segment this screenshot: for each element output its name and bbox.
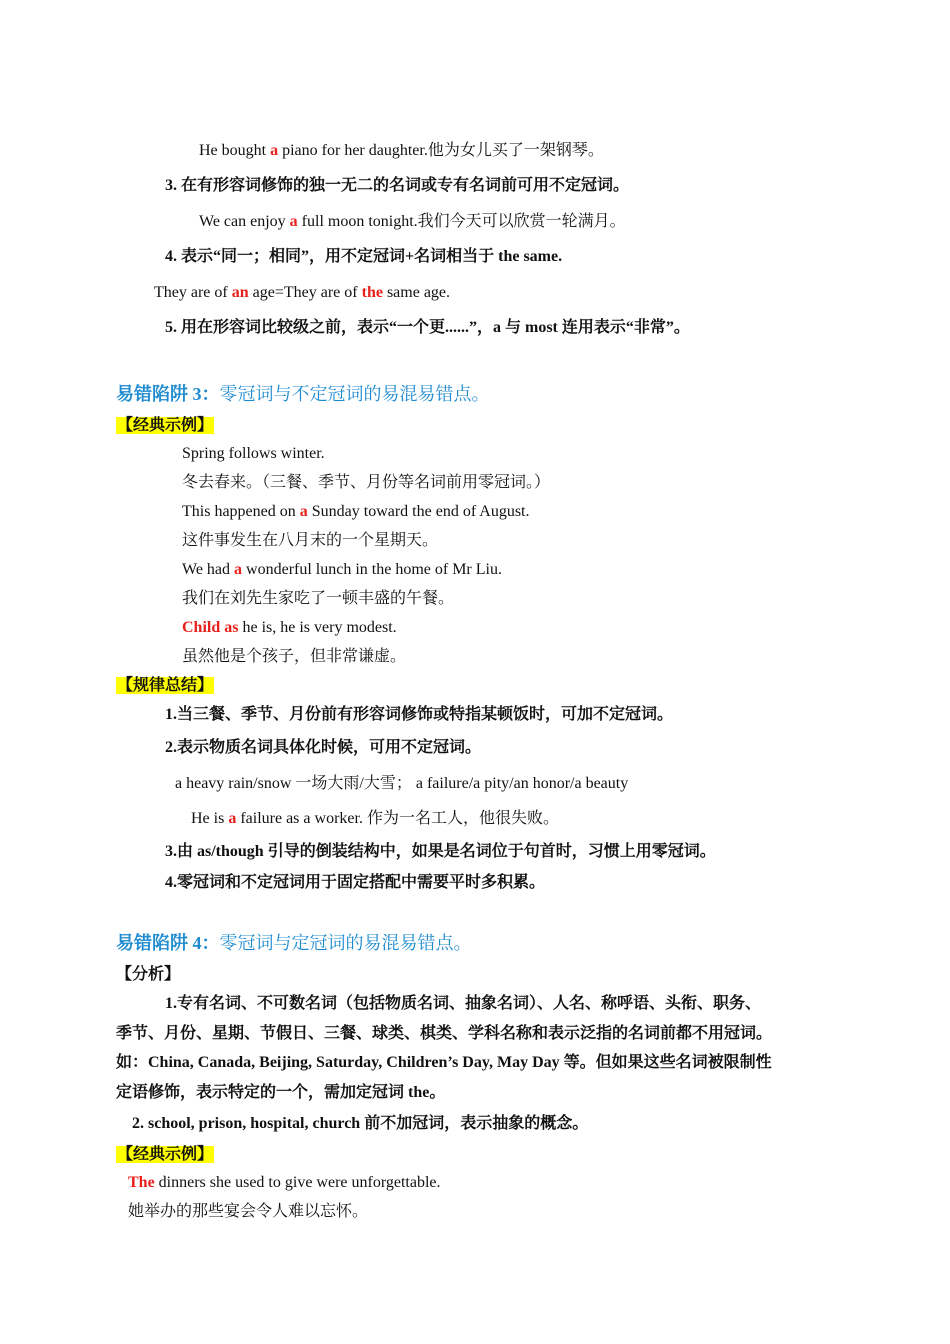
example-translation: 虽然他是个孩子，但非常谦虚。 (182, 648, 407, 665)
example-sentence: He bought a piano for her daughter.他为女儿买了一架钢琴。 (199, 142, 604, 159)
article-emphasis: the (361, 284, 383, 301)
rule-item: 4.零冠词和不定冠词用于固定搭配中需要平时多积累。 (165, 874, 546, 891)
classic-example-tag: 【经典示例】 (117, 417, 214, 434)
analysis-text: 定语修饰，表示特定的一个，需加定冠词 the。 (116, 1084, 446, 1101)
example-translation: 这件事发生在八月末的一个星期天。 (182, 532, 439, 549)
analysis-text: 如：China, Canada, Beijing, Saturday, Children’s Day, May Day 等。但如果这些名词被限制性 (116, 1054, 772, 1071)
example-sentence: He is a failure as a worker. 作为一名工人，他很失败。 (191, 810, 559, 827)
example-sentence: Child as he is, he is very modest. (182, 619, 397, 636)
example-translation: 冬去春来。（三餐、季节、月份等名词前用零冠词。） (182, 474, 551, 491)
article-emphasis: The (128, 1174, 155, 1191)
example-sentence: Spring follows winter. (182, 445, 325, 462)
analysis-text: 2. school, prison, hospital, church 前不加冠词，表示抽象的概念。 (132, 1115, 589, 1132)
example-sentence: The dinners she used to give were unforgettable. (128, 1174, 441, 1191)
example-sentence: This happened on a Sunday toward the end of August. (182, 503, 530, 520)
rule-item: 1.当三餐、季节、月份前有形容词修饰或特指某顿饭时，可加不定冠词。 (165, 706, 674, 723)
rule-item: 3.由 as/though 引导的倒装结构中，如果是名词位于句首时，习惯上用零冠词。 (165, 843, 716, 860)
analysis-text: 季节、月份、星期、节假日、三餐、球类、棋类、学科名称和表示泛指的名词前都不用冠词。 (116, 1025, 773, 1042)
article-emphasis: a (270, 142, 279, 159)
example-translation: 我们在刘先生家吃了一顿丰盛的午餐。 (182, 590, 455, 607)
example-sentence: They are of an age=They are of the same age. (154, 284, 451, 301)
example-sentence: We had a wonderful lunch in the home of Mr Liu. (182, 561, 502, 578)
example-translation: 她举办的那些宴会令人难以忘怀。 (128, 1203, 369, 1220)
example-sentence: We can enjoy a full moon tonight.我们今天可以欣赏一轮满月。 (199, 213, 626, 230)
rule-summary-tag: 【规律总结】 (117, 677, 214, 694)
article-emphasis: a (234, 561, 243, 578)
article-emphasis: a (289, 213, 298, 230)
article-emphasis: a (299, 503, 308, 520)
rule-item: 4. 表示“同一；相同”，用不定冠词+名词相当于 the same. (165, 248, 563, 265)
section-heading-trap-3: 易错陷阱 3：零冠词与不定冠词的易混易错点。 (116, 384, 490, 404)
analysis-text: 1.专有名词、不可数名词（包括物质名词、抽象名词）、人名、称呼语、头衔、职务、 (165, 995, 762, 1012)
article-emphasis: a (228, 810, 237, 827)
rule-item: 2.表示物质名词具体化时候，可用不定冠词。 (165, 739, 482, 756)
section-heading-trap-4: 易错陷阱 4：零冠词与定冠词的易混易错点。 (116, 933, 472, 953)
example-phrases: a heavy rain/snow 一场大雨/大雪； a failure/a pity/an honor/a beauty (175, 775, 629, 792)
analysis-tag: 【分析】 (116, 966, 181, 983)
article-emphasis: an (231, 284, 249, 301)
article-emphasis: Child as (182, 619, 239, 636)
classic-example-tag: 【经典示例】 (117, 1146, 214, 1163)
rule-item: 5. 用在形容词比较级之前，表示“一个更......”，a 与 most 连用表示“非常”。 (165, 319, 690, 336)
rule-item: 3. 在有形容词修饰的独一无二的名词或专有名词前可用不定冠词。 (165, 177, 630, 194)
